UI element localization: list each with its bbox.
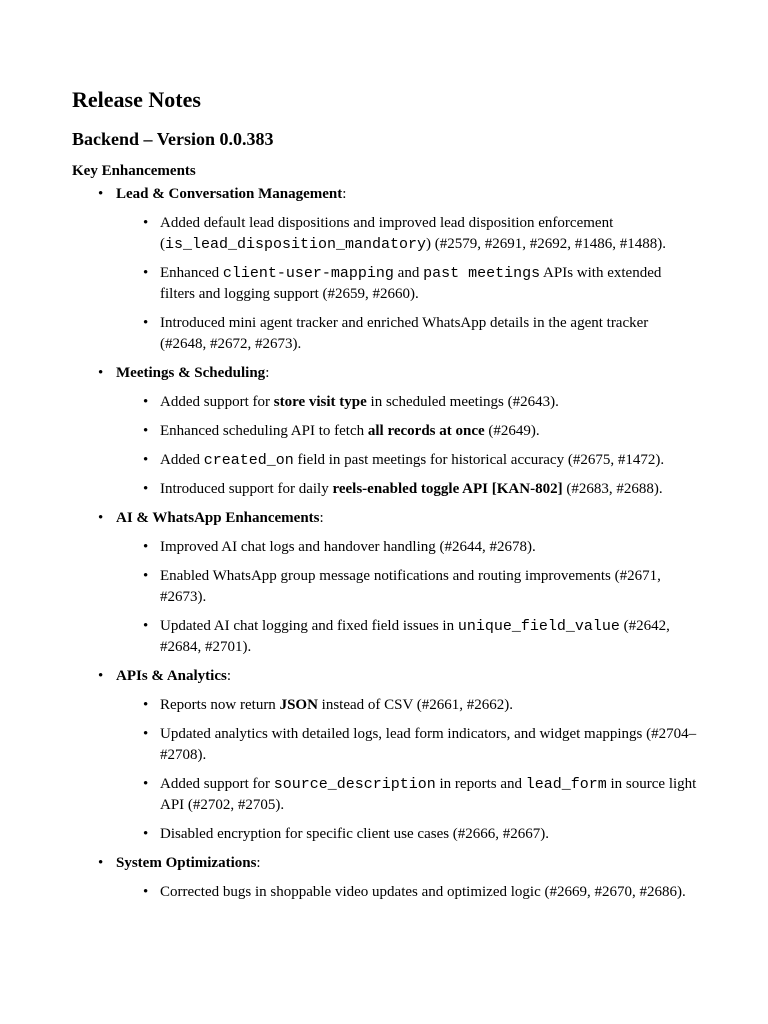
list-item: • Added support for source_description in reports and lead_form in source light API (#2702, #2705). — [116, 774, 708, 816]
code-snippet: unique_field_value — [457, 618, 620, 635]
code-snippet: is_lead_disposition_mandatory — [165, 236, 427, 253]
list-item: • Added support for store visit type in scheduled meetings (#2643). — [116, 392, 708, 413]
code-snippet: lead_form — [525, 776, 607, 793]
section-ai-whatsapp — [72, 508, 708, 658]
list-item: • Enhanced client-user-mapping and past meetings APIs with extended filters and logging support (#2659, #2660). — [116, 263, 708, 305]
list-item: • Added created_on field in past meetings for historical accuracy (#2675, #1472). — [116, 450, 708, 471]
list-item: • Disabled encryption for specific client use cases (#2666, #2667). — [116, 824, 708, 845]
list-item: • Added default lead dispositions and improved lead disposition enforcement (is_lead_disposition_mandatory) (#2579, #2691, #2692, #1486, #1488). — [116, 213, 708, 255]
section-title: Meetings & Scheduling — [116, 365, 266, 381]
sections-list — [72, 184, 708, 903]
section-items — [116, 392, 708, 500]
section-meetings-scheduling — [72, 363, 708, 500]
code-snippet: past meetings — [423, 265, 541, 282]
page-title: Release Notes — [72, 87, 201, 112]
section-heading: • Lead & Conversation Management: — [116, 186, 347, 202]
section-heading: • Meetings & Scheduling: — [116, 365, 270, 381]
section-lead-conversation — [72, 184, 708, 355]
section-items — [116, 213, 708, 355]
code-snippet: created_on — [203, 452, 294, 469]
section-heading: • AI & WhatsApp Enhancements: — [116, 510, 324, 526]
section-items — [116, 695, 708, 845]
list-item: • Corrected bugs in shoppable video updates and optimized logic (#2669, #2670, #2686). — [116, 882, 708, 903]
section-title: System Optimizations — [116, 855, 257, 871]
section-items — [116, 537, 708, 658]
section-title: AI & WhatsApp Enhancements — [116, 510, 320, 526]
list-item: • Enhanced scheduling API to fetch all records at once (#2649). — [116, 421, 708, 442]
list-item: • Introduced mini agent tracker and enriched WhatsApp details in the agent tracker (#2648, #2672, #2673). — [116, 313, 708, 355]
section-title: Lead & Conversation Management — [116, 186, 343, 202]
section-items — [116, 882, 708, 903]
code-snippet: client-user-mapping — [222, 265, 394, 282]
section-heading: • APIs & Analytics: — [116, 668, 232, 684]
list-item: • Improved AI chat logs and handover handling (#2644, #2678). — [116, 537, 708, 558]
list-item: • Reports now return JSON instead of CSV (#2661, #2662). — [116, 695, 708, 716]
code-snippet: source_description — [273, 776, 436, 793]
list-item: • Introduced support for daily reels-enabled toggle API [KAN-802] (#2683, #2688). — [116, 479, 708, 500]
list-item: • Enabled WhatsApp group message notifications and routing improvements (#2671, #2673). — [116, 566, 708, 608]
list-item: • Updated analytics with detailed logs, lead form indicators, and widget mappings (#2704–#2708). — [116, 724, 708, 766]
section-system-optimizations — [72, 853, 708, 903]
list-item: • Updated AI chat logging and fixed field issues in unique_field_value (#2642, #2684, #2701). — [116, 616, 708, 658]
section-title: APIs & Analytics — [116, 668, 227, 684]
key-enhancements-heading: Key Enhancements — [72, 163, 196, 179]
version-heading: Backend – Version 0.0.383 — [72, 129, 274, 149]
section-apis-analytics — [72, 666, 708, 845]
section-heading: • System Optimizations: — [116, 855, 261, 871]
